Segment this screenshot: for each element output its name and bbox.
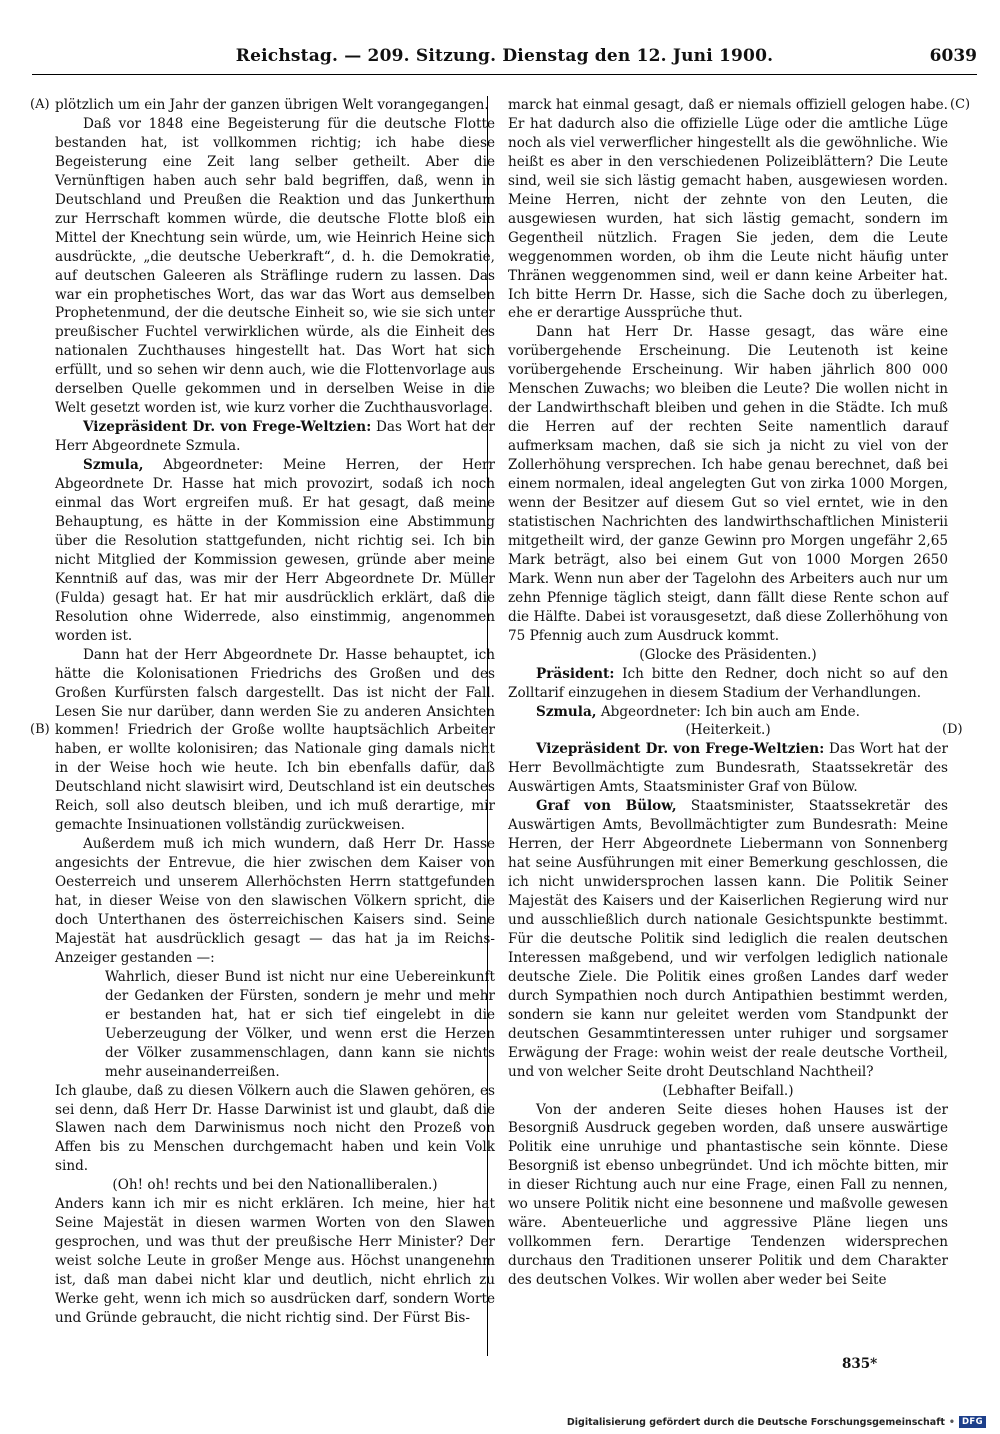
margin-mark-a: (A) [30, 97, 50, 112]
running-header [32, 44, 977, 75]
paragraph: plötzlich um ein Jahr der ganzen übrigen Welt vorangegangen. [55, 97, 489, 113]
right-column [508, 96, 948, 1290]
paragraph: Dann hat Herr Dr. Hasse gesagt, das wäre eine vorübergehende Erscheinung. Die Leutenoth ist keine vorübergehende Erscheinung. Wir haben jährlich 800 000 Menschen Zuwachs; wo bleiben die Leute? Die wollen nicht in der Landwirthschaft bleiben und gehen in die Städte. Ich muß die Herren auf der rechten Seite namentlich darauf aufmerksam machen, daß sie sich ja nicht zu viel von der Zollerhöhung versprechen. Ich habe genau berechnet, daß bei einem normalen, ideal angelegten Gut von zirka 1000 Morgen, wenn der Besitzer auf diesem Gut so viel erntet, wie in den statistischen Nachrichten des landwirthschaftlichen Ministerii mitgetheilt wird, der ganze Gewinn pro Morgen ungefähr 2,65 Mark beträgt, also bei einem Gut von 1000 Morgen 2650 Mark. Wenn nun aber der Tagelohn des Arbeiters auch nur um zehn Pfennige täglich steigt, dann fällt diese Rente schon auf die Hälfte. Dabei ist vorausgesetzt, daß diese Zollerhöhung von 75 Pfennig auch zum Ausdruck kommt. [508, 324, 948, 644]
speaker-name: Präsident: [536, 665, 615, 682]
speech-text: Abgeordneter: Ich bin auch am Ende. [596, 703, 860, 720]
paragraph: marck hat einmal gesagt, daß er niemals offiziell gelogen habe. Er hat dadurch also die offizielle Lüge oder die amtliche Lüge noch als viel verwerflicher hingestellt als die gewöhnliche. Wie heißt es aber in den verschiedenen Polizeiblättern? Die Leute sind, weil sie sich lästig gemacht haben, ausgewiesen worden. Meine Herren, nicht der zehnte von den Leuten, die ausgewiesen wurden, hat sich lästig gemacht, sondern im Gegentheil nützlich. Fragen Sie jeden, dem die Leute weggenommen worden, ob ihm die Leute nicht häufig unter Thränen weggenommen sind, weil er dann keine Arbeiter hat. Ich bitte Herrn Dr. Hasse, sich die Sache doch zu überlegen, ehe er derartige Aussprüche thut. [508, 97, 948, 322]
paragraph: Außerdem muß ich mich wundern, daß Herr Dr. Hasse angesichts der Entrevue, die hier zwischen dem Kaiser von Oesterreich und unserem Allerhöchsten Herrn stattgefunden hat, in dieser Weise von den slawischen Völkern spricht, die doch Unterthanen des österreichischen Kaisers sind. Seine Majestät hat ausdrücklich gesagt — das hat ja im Reichs-Anzeiger gestanden —: [55, 836, 495, 966]
speaker-name: Graf von Bülow, [536, 798, 677, 815]
interjection: (Oh! oh! rechts und bei den Nationalliberalen.) [112, 1177, 438, 1194]
speech-text: Das Wort hat der Herr Bevollmächtigte zum Bundesrath, Staatssekretär des Auswärtigen Amts, Staatsminister Graf von Bülow. [508, 741, 949, 796]
column-divider [487, 96, 488, 1356]
speaker-name: Vizepräsident Dr. von Frege-Weltzien: [83, 419, 372, 436]
paragraph [508, 703, 948, 722]
speaker-name: Szmula, [83, 457, 144, 474]
block-quote: Wahrlich, dieser Bund ist nicht nur eine Uebereinkunft der Gedanken der Fürsten, sondern je mehr und mehr er bestanden hat, hat er sich tief eingelebt in die Ueberzeugung der Völker, und wenn erst die Herzen der Völker zusammenschlagen, dann kann sie nichts mehr auseinanderreißen. [105, 968, 495, 1080]
speech-text: Das Wort hat der Herr Abgeordnete Szmula. [55, 419, 496, 455]
speech-text: Ich bitte den Redner, doch nicht so auf den Zolltarif einzugehen in diesem Stadium der Verhandlungen. [508, 665, 948, 701]
paragraph: Dann hat der Herr Abgeordnete Dr. Hasse behauptet, ich hätte die Kolonisationen Friedrichs des Großen und des Großen Kurfürsten falsch dargestellt. Das ist nicht der Fall. Lesen Sie nur darüber, dann werden Sie zu anderen Ansichten kommen! Friedrich der Große wollte hauptsächlich Arbeiter haben, er wollte kolonisiren; das Nationale ging damals nicht in der Weise hoch wie heute. Ich bin ebenfalls dafür, daß Deutschland nicht slawisirt wird, Deutschland ist ein deutsches Reich, soll also deutsch bleiben, und ich muß derartige, mir gemachte Insinuationen vollständig zurückweisen. [55, 646, 495, 834]
paragraph [55, 418, 495, 456]
speech-text: Abgeordneter: Meine Herren, der Herr Abgeordnete Dr. Hasse hat mich provozirt, sodaß ich noch einmal das Wort ergreifen muß. Er hat gesagt, daß meine Behauptung, es hätte in der Kommission eine Abstimmung über die Resolution stattgefunden, nicht richtig sei. Ich bin nicht Mitglied der Kommission gewesen, gründe aber meine Kenntniß auf das, was mir der Herr Abgeordnete Dr. Müller (Fulda) gesagt hat. Er hat mir ausdrücklich erklärt, daß die Resolution ohne Widerrede, also einstimmig, angenommen worden ist. [55, 457, 495, 644]
paragraph: Daß vor 1848 eine Begeisterung für die deutsche Flotte bestanden hat, ist vollkommen richtig; ich habe diese Begeisterung eine Zeit lang selber getheilt. Aber die Vernünftigen haben auch sehr bald begriffen, daß, wenn in Deutschland und Preußen die Reaktion und das Junkerthum zur Herrschaft kommen würde, die deutsche Flotte bloß ein Mittel der Knechtung sein würde, um, wie Heinrich Heine sich ausdrückte, „die deutsche Ueberkraft“, d. h. die Demokratie, auf deutschen Galeeren als Sträflinge rudern zu lassen. Das war ein prophetisches Wort, das war das Wort aus demselben Prophetenmund, der die deutsche Einheit so, wie sie sich unter preußischer Fuchtel verwirklichen würde, als die Einheit des nationalen Zuchthauses hingestellt hat. Das Wort hat sich erfüllt, und so sehen wir denn auch, wie die Flottenvorlage aus derselben Quelle gekommen und in derselben Weise in die Welt gesetzt worden ist, wie kurz vorher die Zuchthausvorlage. [55, 115, 495, 417]
running-title: Reichstag. — 209. Sitzung. Dienstag den 12. Juni 1900. [235, 46, 774, 66]
interjection: (Heiterkeit.) [685, 722, 771, 739]
paragraph [508, 665, 948, 703]
page-number: 6039 [929, 46, 977, 66]
separator-dot: • [948, 1416, 955, 1428]
paragraph: Anders kann ich mir es nicht erklären. Ich meine, hier hat Seine Majestät in diesen warmen Worten von den Slawen gesprochen, und was thut der preußische Herr Minister? Der weist solche Leute in großer Menge aus. Höchst unangenehm ist, daß man dabei nicht klar und deutlich, nicht ehrlich zu Werke geht, wenn ich mich so ausdrücken darf, sondern Worte und Gründe gebraucht, die nicht richtig sind. Der Fürst Bis- [55, 1196, 495, 1326]
signature-mark: 835* [842, 1356, 878, 1372]
paragraph: Ich glaube, daß zu diesen Völkern auch die Slawen gehören, es sei denn, daß Herr Dr. Hasse Darwinist ist und glaubt, daß die Slawen nach dem Darwinismus noch nicht den Prozeß von Affen bis zu Menschen durchgemacht haben und kein Volk sind. [55, 1082, 495, 1175]
margin-mark-d: (D) [942, 722, 963, 737]
paragraph [508, 740, 948, 797]
margin-mark-b: (B) [30, 722, 50, 737]
dfg-logo: DFG [959, 1416, 986, 1428]
left-column [55, 96, 495, 1328]
paragraph [508, 797, 948, 1081]
credit-text: Digitalisierung gefördert durch die Deutsche Forschungsgemeinschaft [566, 1416, 945, 1428]
paragraph: Von der anderen Seite dieses hohen Hauses ist der Besorgniß Ausdruck gegeben worden, daß unsere auswärtige Politik eine unruhige und phantastische sein könnte. Diese Besorgniß ist ebenso unbegründet. Und ich möchte bitten, mir in dieser Richtung auch nur eine Frage, einen Fall zu nennen, wo unsere Politik nicht eine besonnene und maßvolle gewesen wäre. Abenteuerliche und aggressive Pläne liegen uns vollkommen fern. Derartige Tendenzen widersprechen durchaus den Traditionen unserer Politik und dem Charakter des deutschen Volkes. Wir wollen aber weder bei Seite [508, 1101, 948, 1289]
interjection: (Lebhafter Beifall.) [662, 1082, 794, 1099]
interjection: (Glocke des Präsidenten.) [639, 646, 817, 663]
paragraph [55, 456, 495, 646]
speaker-name: Vizepräsident Dr. von Frege-Weltzien: [536, 741, 825, 758]
speaker-name: Szmula, [536, 703, 597, 720]
digitization-credit [567, 1416, 986, 1428]
speech-text: Staatsminister, Staatssekretär des Auswärtigen Amts, Bevollmächtigter zum Bundesrath: Meine Herren, der Herr Abgeordnete Liebermann von Sonnenberg hat seine Ausführungen mit einer Bemerkung geschlossen, die ich nicht unwidersprochen lassen kann. Die Politik Seiner Majestät des Kaisers und der Kaiserlichen Regierung wird nur und ausschließlich durch nationale Gesichtspunkte bestimmt. Für die deutsche Politik sind lediglich die realen deutschen Interessen maßgebend, und wir verfolgen lediglich nationale deutsche Ziele. Die Politik eines großen Landes darf weder durch Sympathien noch durch Antipathien bestimmt werden, sondern sie kann nur geleitet werden vom Standpunkt der deutschen Gesammtinteressen unter ruhiger und sorgsamer Erwägung der Frage: wohin weist der reale deutsche Vortheil, und von welcher Seite droht Deutschland Nachtheil? [508, 798, 948, 1080]
margin-mark-c: (C) [950, 97, 971, 112]
